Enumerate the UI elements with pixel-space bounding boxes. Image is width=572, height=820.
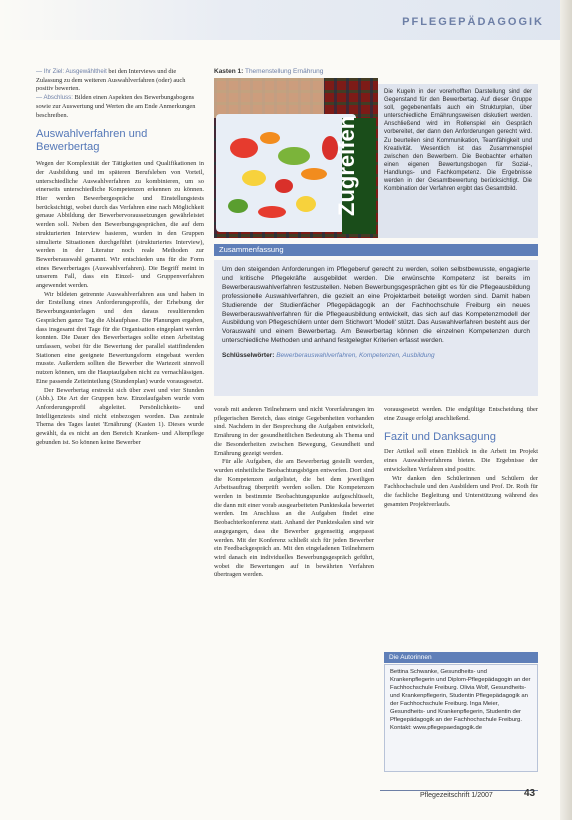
body-paragraph: vorausgesetzt werden. Die endgültige Entscheidung über eine Zusage erfolgt anschließend. — [384, 406, 538, 422]
box-subtitle: Themenstellung Ernährung — [244, 68, 324, 75]
authors-text: Bettina Schwanke, Gesundheits- und Krankenpflegerin und Diplom-Pflegepädagogin an der Fachhochschule Freiburg. Olivia Wolf, Gesundheits- und Krankenpflegerin, Studentin Pflegepädagogik an der Fachhochschule Freiburg. Inga Meier, Gesundheits- und Krankenpflegerin, Studentin der Pflegepädagogik an der Fachhochschule Freiburg. Kontakt: www.pflegepaedagogik.de — [390, 669, 531, 731]
right-column — [384, 406, 538, 509]
authors-heading: Die Autorinnen — [384, 652, 538, 663]
section-heading: Fazit und Danksagung — [384, 431, 496, 444]
summary-box — [214, 260, 538, 396]
bullet-item — [36, 94, 204, 120]
journal-name: Pflegezeitschrift 1/2007 — [420, 792, 493, 799]
food-photo — [214, 78, 378, 238]
body-paragraph: Wir bildeten getrennte Auswahlverfahren aus und haben in der Erstellung eines Anforderungsprofils, der Erhebung der Bewerbungsunterlagen und den daraus resultierenden Gesprächen ganze Tag die Ablaufphase. Die Planungen ergaben, dass insgesamt drei Tage für die Organisation eingeplant werden konnten. Die Dauer des Bewerbertages sollte einen Arbeitstag umfassen, wobei für die Bewertung der parallel stattfindenden Stationen eine geeignete Bewertungsform eingebaut werden musste. Außerdem sollten die Bewerber die Wartezeit sinnvoll nutzen können, um die Hauptaufgaben nicht zu vernachlässigen. Eine passende Zeiteinteilung (Stundenplan) wurde vorausgesetzt. — [36, 290, 204, 385]
caption-text: Die Kugeln in der vorerhofften Darstellung sind der Gegenstand für den Bewerbertag. Auf dieser Gruppe soll, gegebenenfalls auch ein Strukturplan, über unterschiedliche Ernährungsweisen diskutiert werden. Anschließend wird im Rollenspiel ein Gespräch vorbereitet, der dann den Anforderungen gerecht wird. Zu beurteilen sind Kommunikation, Teamfähigkeit und Kreativität. Wesentlich ist das Zusammenspiel zwischen den Bewerbern. Die Beobachter erhalten einen eigenen Bewertungsbogen für Sozial-, Handlungs- und Fachkompetenz. Die Ergebnisse werden in der Gesamtbewertung berücksichtigt. Die Kombination der Verfahren ergibt das Gesamtbild. — [384, 89, 532, 193]
footer-rule — [380, 790, 538, 791]
bullet-label: — Abschluss: — [36, 94, 73, 102]
body-paragraph: vorab mit anderen Teilnehmern und nicht Vorerfahrungen im pflegerischen Bereich, dass einige Gegebenheiten vorhanden sind. Nachdem in der Besprechung die Aufgaben entwickelt, Ernährung in der gesundheitlichen Bedeutung als Thema und die Besonderheiten zwischen Bewegung, Gesundheit und Ernährung gezeigt werden. — [214, 406, 374, 457]
section-title: PFLEGEPÄDAGOGIK — [402, 16, 544, 28]
body-paragraph: Der Artikel soll einen Einblick in die Arbeit im Projekt eines Auswahlverfahrens bieten. Die Ergebnisse der entwickelten Verfahren sind positiv. — [384, 448, 538, 473]
box-heading — [214, 68, 358, 75]
keywords-label: Schlüsselwörter: — [222, 352, 275, 360]
bullet-label: — Ihr Ziel: Ausgewähltheit — [36, 68, 107, 75]
body-paragraph: Der Bewerbertag erstreckt sich über zwei und vier Stunden (Abb.). Die Art der Gruppen bzw. Einzelaufgaben wurde vom Anforderungsprofil abgeleitet. Persönlichkeits- und Intelligenztests sind nicht einbezogen worden. Das zentrale Thema des Tages lautet 'Ernährung' (Kasten 1). Dieses wurde gewählt, da es nicht an den Bereich Kranken- und Altenpflege gebunden ist. So können keine Bewerber — [36, 386, 204, 446]
body-paragraph: Wegen der Komplexität der Tätigkeiten und Qualifikationen in der Ausbildung und im späteren Berufsleben von Vorteil, unterschiedliche Auswahlverfahren zu kombinieren, um so einerseits unterschiedliche Kompetenzen erkennen zu können. Hier werden Bewerbergespräche und Einstellungstests berücksichtigt, wobei durch das Verfahren eine nach Möglichkeit genaue Abbildung der Bewerbervoraussetzungen gewährleistet werden soll. Neben den Bewerbungsgesprächen, die auf dem strukturierten Interview basieren, wurden in den Gruppen simulierte Situationen durchgeführt (strukturiertes Interview), werden in der Literatur noch reale Methoden zur Bewerberauswahl genannt. Wir entschieden uns für die Form eines Bewerbertages (Auswahlverfahren). Die Begriff meint in unserem Fall, dass ein Einzel- und Gruppenverfahren angewendet werden. — [36, 160, 204, 290]
bullet-text: bei den Interviews und die Zulassung zu dem weiteren Auswahlverfahren (oder) auch positiv bewerten. — [36, 68, 186, 93]
summary-heading: Zusammenfassung — [214, 244, 538, 256]
box-label: Kasten 1: — [214, 68, 244, 75]
bullet-item — [36, 68, 204, 94]
middle-column — [214, 406, 374, 580]
keywords-value: Bewerberauswahlverfahren, Kompetenzen, Ausbildung — [276, 352, 435, 360]
summary-text: Um den steigenden Anforderungen im Pflegeberuf gerecht zu werden, sollen selbstbewusste, engagierte und kritische Pflegekräfte ausgebildet werden. Die erwünschte Kompetenz ist bereits im Bewerberauswahlverfahren festzustellen. Neben Bewerbungsgesprächen gibt es für die Pflegeausbildung professionelle Auswahlverfahren, die gezielt an eine Projektarbeit beteiligt worden sind. Damit haben Studierende der Studienfächer Pflegepädagogik an der Fachhochschule Freiburg ein neues Bewerberauswahlverfahren für die Pflegeausbildung entwickelt, das sich auf das Kompetenzmodell der Ausbildung von Pflegeschülern unter dem Stichwort 'Modell' stützt. Das Auswahlverfahren besteht aus der Vorauswahl und einem Bewerbertag. Am Bewerbertag können die einzelnen Kompetenzen durch unterschiedliche Methoden und anhand festgelegter Kriterien erfasst werden. — [222, 266, 530, 345]
photo-sign: Zugreifen — [334, 115, 359, 216]
box-caption — [378, 84, 538, 238]
bullet-text: Bilden einen Aspekten des Bewerbungsbogens sowie zur Auswertung und Werten die am Ende Anmerkungen beschreiben. — [36, 94, 196, 119]
body-paragraph: Wir danken den Schülerinnen und Schülern der Fachhochschule und den Ausbildern und Prof. Dr. Roth für die fachliche Begleitung und Unterstützung während des gesamten Projektverlaufs. — [384, 474, 538, 508]
body-paragraph: Für alle Aufgaben, die am Bewerbertag gestellt werden, wurden einheitliche Beobachtungsbögen entworfen. Dort sind die Kompetenzen aufgelistet, die bei dem jeweiligen Arbeitsauftrag überprüft werden sollen. Die Kompetenzen werden in bestimmte Beobachtungspunkte aufgeschlüsselt, die dann mit einer vorab ausgearbeiteten Punkteskala bewertet werden. Im Anschluss an die Aufgaben findet eine Beobachterkonferenz statt. Anhand der Punkteskalen sind wir ausgegangen, dass die Bewerber gegenseitig angepasst werden. Mit der Konferenz schließt sich für jeden Bewerber ein Feedbackgespräch an. Mit den eingeladenen Teilnehmern wird danach ein individuelles Bewerbungsgespräch geführt, wobei die Bewertungen auf in bewährten Verfahren übertragen werden. — [214, 458, 374, 579]
left-column — [36, 68, 204, 447]
authors-box — [384, 664, 538, 772]
keywords — [222, 352, 530, 361]
page-number: 43 — [524, 788, 536, 799]
section-heading: Auswahlverfahren und Bewerbertag — [36, 128, 148, 154]
page-binding — [560, 0, 572, 820]
